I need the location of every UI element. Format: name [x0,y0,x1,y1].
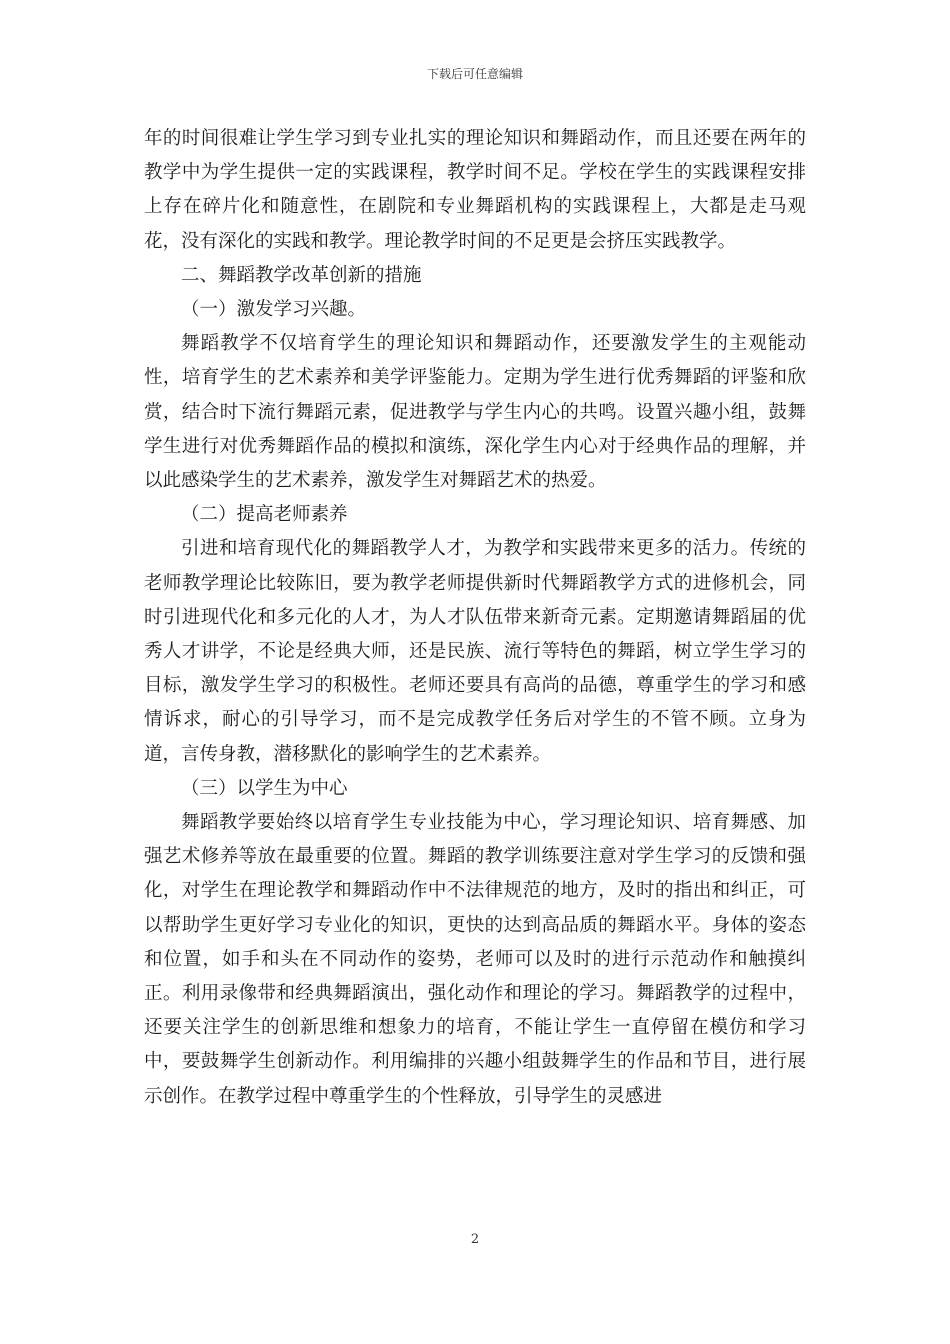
subsection-heading-3: （三）以学生为中心 [181,777,348,799]
document-body [144,122,806,1114]
paragraph-student-centered: 舞蹈教学要始终以培育学生专业技能为中心，学习理论知识、培育舞感、加强艺术修养等放在最重要的位置。舞蹈的教学训练要注意对学生学习的反馈和强化，对学生在理论教学和舞蹈动作中不法律规范的地方，及时的指出和纠正，可以帮助学生更好学习专业化的知识，更快的达到高品质的舞蹈水平。身体的姿态和位置，如手和头在不同动作的姿势，老师可以及时的进行示范动作和触摸纠正。利用录像带和经典舞蹈演出，强化动作和理论的学习。舞蹈教学的过程中，还要关注学生的创新思维和想象力的培育，不能让学生一直停留在模仿和学习中，要鼓舞学生创新动作。利用编排的兴趣小组鼓舞学生的作品和节目，进行展示创作。在教学过程中尊重学生的个性释放，引导学生的灵感进 [144,812,806,1107]
subsection-heading-1: （一）激发学习兴趣。 [181,299,367,321]
subsection-heading-2: （二）提高老师素养 [181,504,348,526]
paragraph-teacher: 引进和培育现代化的舞蹈教学人才，为教学和实践带来更多的活力。传统的老师教学理论比较陈旧，要为教学老师提供新时代舞蹈教学方式的进修机会，同时引进现代化和多元化的人才，为人才队伍带来新奇元素。定期邀请舞蹈届的优秀人才讲学，不论是经典大师，还是民族、流行等特色的舞蹈，树立学生学习的目标，激发学生学习的积极性。老师还要具有高尚的品德，尊重学生的学习和感情诉求，耐心的引导学习，而不是完成教学任务后对学生的不管不顾。立身为道，言传身教，潜移默化的影响学生的艺术素养。 [144,538,806,765]
section-heading: 二、舞蹈教学改革创新的措施 [181,264,422,286]
page-header: 下载后可任意编辑 [426,67,523,81]
paragraph-interest: 舞蹈教学不仅培育学生的理论知识和舞蹈动作，还要激发学生的主观能动性，培育学生的艺术素养和美学评鉴能力。定期为学生进行优秀舞蹈的评鉴和欣赏，结合时下流行舞蹈元素，促进教学与学生内心的共鸣。设置兴趣小组，鼓舞学生进行对优秀舞蹈作品的模拟和演练，深化学生内心对于经典作品的理解，并以此感染学生的艺术素养，激发学生对舞蹈艺术的热爱。 [144,333,806,492]
page-number: 2 [470,1232,480,1247]
paragraph-continuation: 年的时间很难让学生学习到专业扎实的理论知识和舞蹈动作，而且还要在两年的教学中为学生提供一定的实践课程，教学时间不足。学校在学生的实践课程安排上存在碎片化和随意性，在剧院和专业舞蹈机构的实践课程上，大都是走马观花，没有深化的实践和教学。理论教学时间的不足更是会挤压实践教学。 [144,128,806,252]
